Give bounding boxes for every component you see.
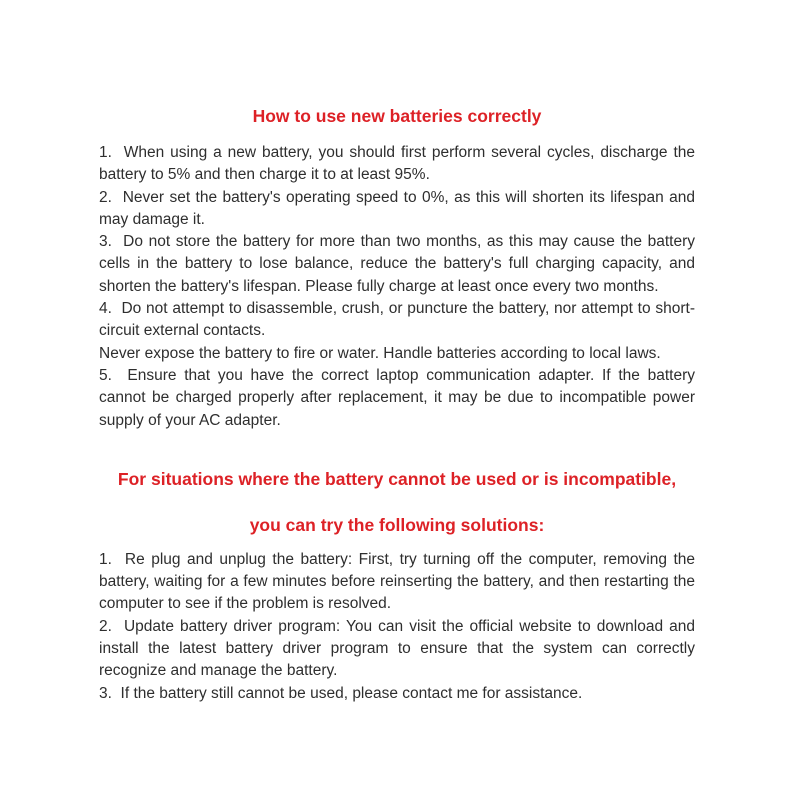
solution-item-1: 1. Re plug and unplug the battery: First, try turning off the computer, removing the battery, waiting for a few minutes before reinserting the battery, and then restarting the computer to see if the problem is resolved. (99, 550, 695, 613)
instruction-item-4: 4. Do not attempt to disassemble, crush, or puncture the battery, nor attempt to short-circuit external contacts. (99, 300, 695, 340)
solution-item-3: 3. If the battery still cannot be used, please contact me for assistance. (99, 684, 583, 702)
instruction-item-2: 2. Never set the battery's operating speed to 0%, as this will shorten its lifespan and may damage it. (99, 188, 695, 228)
section2-title-line2: you can try the following solutions: (249, 514, 545, 535)
instruction-item-5: 5. Ensure that you have the correct laptop communication adapter. If the battery cannot be charged properly after replacement, it may be due to incompatible power supply of your AC adapter. (99, 366, 695, 429)
instruction-note-fire-water: Never expose the battery to fire or water. Handle batteries according to local laws. (99, 344, 661, 362)
section1-instructions (99, 142, 695, 432)
instruction-item-1: 1. When using a new battery, you should first perform several cycles, discharge the battery to 5% and then charge it to at least 95%. (99, 144, 695, 184)
section2-title-line1: For situations where the battery cannot be used or is incompatible, (117, 468, 677, 489)
section2-solutions (99, 549, 695, 705)
instruction-item-3: 3. Do not store the battery for more than two months, as this may cause the battery cells in the battery to lose balance, reduce the battery's full charging capacity, and shorten the battery's lifespan. Please fully charge at least once every two months. (99, 233, 695, 295)
document-content (99, 104, 695, 705)
section1-title: How to use new batteries correctly (252, 106, 542, 126)
solution-item-2: 2. Update battery driver program: You can visit the official website to download and install the latest battery driver program to ensure that the system can correctly recognize and manage the battery. (99, 617, 695, 680)
